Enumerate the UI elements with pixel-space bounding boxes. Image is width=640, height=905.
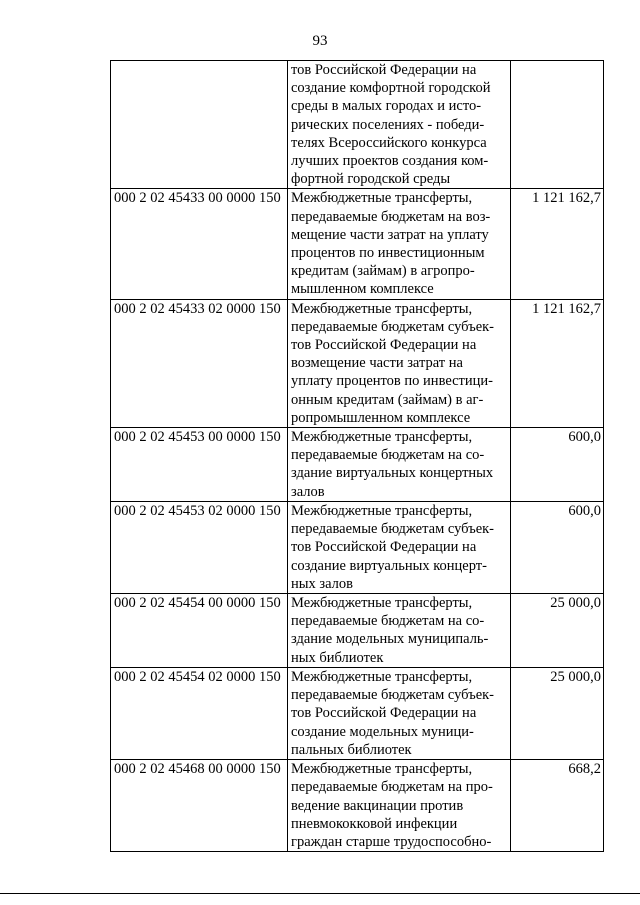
- description-cell: Межбюджетные трансферты, передаваемые бюджетам на воз- мещение части затрат на уплату процентов по инвестиционным кредитам (займам) в агропро- мышленном комплексе: [288, 189, 511, 299]
- page-number: 93: [312, 33, 328, 49]
- description-cell: Межбюджетные трансферты, передаваемые бюджетам субъек- тов Российской Федерации на создание модельных муници- пальных библиотек: [288, 668, 511, 760]
- table-row: [111, 189, 604, 299]
- amount-cell: 668,2: [511, 760, 604, 852]
- budget-code-cell: 000 2 02 45468 00 0000 150: [111, 760, 288, 852]
- budget-code-cell: 000 2 02 45433 00 0000 150: [111, 189, 288, 299]
- budget-code-cell: 000 2 02 45453 00 0000 150: [111, 428, 288, 502]
- table-row: [111, 760, 604, 852]
- budget-table: [110, 60, 604, 852]
- budget-code-cell: [111, 61, 288, 189]
- description-cell: Межбюджетные трансферты, передаваемые бюджетам субъек- тов Российской Федерации на возмещение части затрат на уплату процентов по инвестици- онным кредитам (займам) в аг- ропромышленном комплексе: [288, 299, 511, 427]
- description-cell: Межбюджетные трансферты, передаваемые бюджетам на про- ведение вакцинации против пневмококковой инфекции граждан старше трудоспособно-: [288, 760, 511, 852]
- page-bottom-rule: [0, 893, 640, 894]
- budget-code-cell: 000 2 02 45453 02 0000 150: [111, 502, 288, 594]
- budget-code-cell: 000 2 02 45433 02 0000 150: [111, 299, 288, 427]
- budget-code-cell: 000 2 02 45454 02 0000 150: [111, 668, 288, 760]
- description-cell: Межбюджетные трансферты, передаваемые бюджетам на со- здание виртуальных концертных залов: [288, 428, 511, 502]
- table-row: [111, 428, 604, 502]
- description-cell: тов Российской Федерации на создание комфортной городской среды в малых городах и исто- рических поселениях - победи- телях Всероссийского конкурса лучших проектов создания ком- фортной городской среды: [288, 61, 511, 189]
- description-cell: Межбюджетные трансферты, передаваемые бюджетам на со- здание модельных муниципаль- ных библиотек: [288, 594, 511, 668]
- amount-cell: 1 121 162,7: [511, 189, 604, 299]
- table-row: [111, 299, 604, 427]
- description-cell: Межбюджетные трансферты, передаваемые бюджетам субъек- тов Российской Федерации на создание виртуальных концерт- ных залов: [288, 502, 511, 594]
- amount-cell: 600,0: [511, 502, 604, 594]
- amount-cell: 600,0: [511, 428, 604, 502]
- table-row: [111, 594, 604, 668]
- amount-cell: 1 121 162,7: [511, 299, 604, 427]
- table-row: [111, 61, 604, 189]
- amount-cell: 25 000,0: [511, 594, 604, 668]
- amount-cell: 25 000,0: [511, 668, 604, 760]
- table-row: [111, 668, 604, 760]
- amount-cell: [511, 61, 604, 189]
- table-row: [111, 502, 604, 594]
- budget-code-cell: 000 2 02 45454 00 0000 150: [111, 594, 288, 668]
